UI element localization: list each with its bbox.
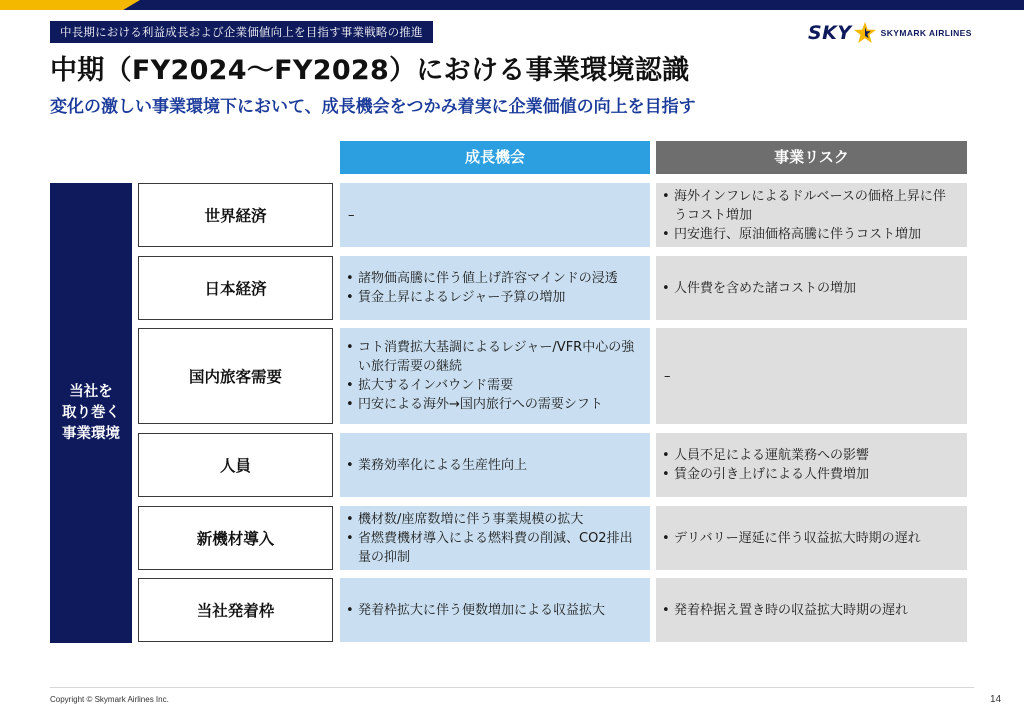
bullet-icon: • (662, 280, 670, 296)
bullet-icon: • (662, 188, 670, 204)
list-item (346, 376, 640, 395)
list-item (346, 269, 640, 288)
column-header-opportunity: 成長機会 (340, 141, 650, 174)
bullet-icon: • (346, 340, 354, 355)
logo-sky-text: SKY (808, 22, 852, 44)
bullet-icon: • (662, 467, 670, 482)
column-header-risk: 事業リスク (656, 141, 967, 174)
list-item-text: 人件費を含めた諸コストの増加 (674, 280, 857, 296)
opportunity-cell (340, 506, 650, 570)
empty-dash: – (664, 368, 671, 384)
top-bar-accent (0, 0, 140, 10)
list-item (662, 279, 957, 298)
opportunity-cell (340, 183, 650, 247)
list-item-text: 発着枠拡大に伴う便数増加による収益拡大 (358, 602, 606, 618)
list-item-text: 諸物価高騰に伴う値上げ許容マインドの浸透 (358, 271, 618, 286)
list-item (346, 601, 640, 620)
list-item-text: 賃金の引き上げによる人件費増加 (674, 467, 870, 482)
list-item-text: 円安による海外→国内旅行への需要シフト (358, 397, 603, 412)
list-item (346, 529, 640, 567)
list-item-text: 業務効率化による生産性向上 (358, 457, 528, 473)
risk-cell (656, 183, 967, 247)
bullet-icon: • (346, 290, 354, 305)
bullet-icon: • (346, 397, 354, 412)
risk-cell (656, 328, 967, 424)
list-item (346, 288, 640, 307)
table-row (0, 506, 1024, 570)
list-item (662, 187, 957, 225)
risk-cell (656, 578, 967, 642)
bullet-icon: • (662, 602, 670, 618)
row-label: 国内旅客需要 (138, 328, 333, 424)
company-logo (808, 20, 972, 46)
bullet-icon: • (346, 602, 354, 618)
row-label: 世界経済 (138, 183, 333, 247)
top-bar (0, 0, 1024, 10)
bullet-icon: • (346, 378, 354, 393)
section-tagline: 中長期における利益成長および企業価値向上を目指す事業戦略の推進 (50, 21, 433, 43)
list-item-text: 海外インフレによるドルベースの価格上昇に伴うコスト増加 (674, 188, 946, 223)
list-item (346, 510, 640, 529)
list-item-text: 賃金上昇によるレジャー予算の増加 (358, 290, 566, 305)
list-item-text: 人員不足による運航業務への影響 (674, 448, 870, 463)
bullet-icon: • (346, 511, 354, 527)
list-item (346, 456, 640, 475)
star-icon (853, 21, 877, 45)
opportunity-cell (340, 328, 650, 424)
row-label: 当社発着枠 (138, 578, 333, 642)
list-item (346, 395, 640, 414)
footer-divider (50, 687, 974, 688)
opportunity-cell (340, 433, 650, 497)
bullet-icon: • (346, 271, 354, 286)
row-label: 新機材導入 (138, 506, 333, 570)
copyright: Copyright © Skymark Airlines Inc. (50, 695, 169, 704)
page-title: 中期（FY2024～FY2028）における事業環境認識 (50, 55, 690, 86)
risk-cell (656, 506, 967, 570)
row-label: 日本経済 (138, 256, 333, 320)
list-item (346, 338, 640, 376)
page-number: 14 (990, 694, 1002, 705)
bullet-icon: • (346, 457, 354, 473)
risk-cell (656, 433, 967, 497)
table-row (0, 183, 1024, 247)
list-item (662, 225, 957, 244)
side-label: 当社を 取り巻く 事業環境 (62, 383, 120, 442)
bullet-icon: • (662, 448, 670, 463)
list-item (662, 465, 957, 484)
list-item-text: 省燃費機材導入による燃料費の削減、CO2排出量の抑制 (358, 530, 633, 565)
table-row (0, 433, 1024, 497)
opportunity-cell (340, 256, 650, 320)
empty-dash: – (348, 207, 355, 223)
list-item-text: コト消費拡大基調によるレジャー/VFR中心の強い旅行需要の継続 (358, 340, 635, 374)
list-item-text: 円安進行、原油価格高騰に伴うコスト増加 (674, 226, 922, 242)
list-item-text: 機材数/座席数増に伴う事業規模の拡大 (358, 511, 584, 527)
opportunity-cell (340, 578, 650, 642)
list-item (662, 529, 957, 548)
list-item-text: デリバリー遅延に伴う収益拡大時期の遅れ (674, 530, 921, 546)
logo-company-name: SKYMARK AIRLINES (880, 28, 972, 38)
bullet-icon: • (662, 226, 670, 242)
table-row (0, 578, 1024, 642)
table-row (0, 256, 1024, 320)
row-label: 人員 (138, 433, 333, 497)
list-item-text: 発着枠据え置き時の収益拡大時期の遅れ (674, 602, 909, 618)
page-subtitle: 変化の激しい事業環境下において、成長機会をつかみ着実に企業価値の向上を目指す (50, 97, 696, 117)
list-item (662, 601, 957, 620)
bullet-icon: • (662, 530, 670, 546)
table-row (0, 328, 1024, 424)
risk-cell (656, 256, 967, 320)
list-item (662, 446, 957, 465)
bullet-icon: • (346, 530, 354, 546)
list-item-text: 拡大するインバウンド需要 (358, 378, 514, 393)
